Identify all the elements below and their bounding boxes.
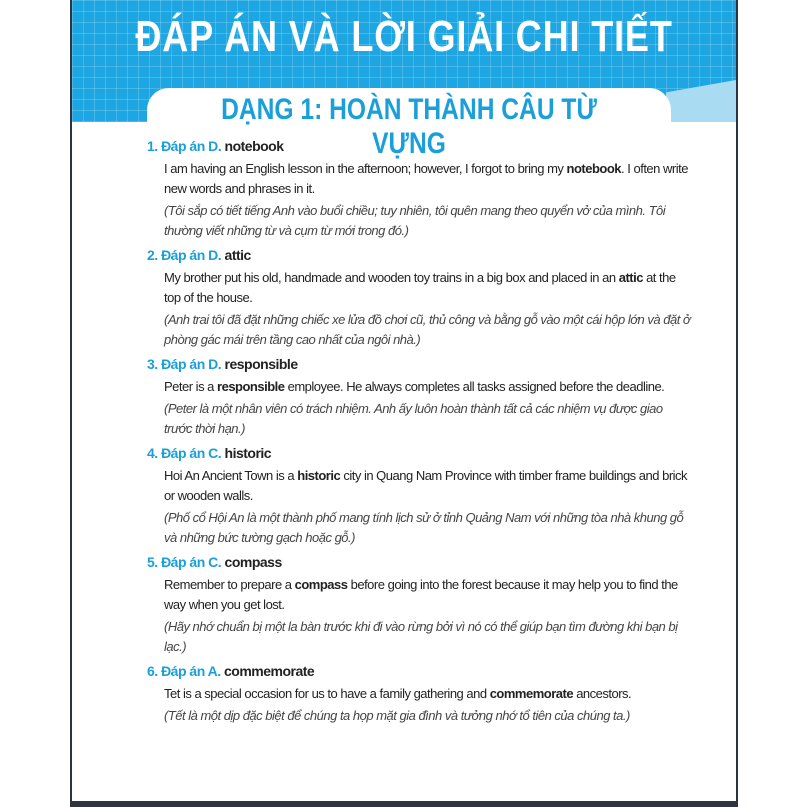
page-title: ĐÁP ÁN VÀ LỜI GIẢI CHI TIẾT bbox=[135, 12, 673, 61]
answer-label: 2. Đáp án D. bbox=[147, 247, 222, 263]
answer-word: attic bbox=[224, 247, 251, 263]
vietnamese-translation: (Hãy nhớ chuẩn bị một la bàn trước khi đi vào rừng bởi vì nó có thể giúp bạn tìm đường khi bạn bị lạc.) bbox=[164, 619, 678, 654]
answer-item bbox=[147, 354, 692, 439]
answer-word: historic bbox=[224, 445, 272, 461]
answer-word: notebook bbox=[224, 138, 284, 154]
english-sentence: Remember to prepare a compass before going into the forest because it may help you to find the way when you get lost. bbox=[164, 577, 678, 612]
answer-label: 4. Đáp án C. bbox=[147, 445, 222, 461]
answer-item bbox=[147, 552, 692, 657]
vietnamese-translation: (Tôi sắp có tiết tiếng Anh vào buổi chiều; tuy nhiên, tôi quên mang theo quyển vở của mình. Tôi thường viết những từ và cụm từ mới trong đó.) bbox=[164, 203, 666, 238]
book-page bbox=[70, 0, 738, 807]
answer-word: commemorate bbox=[224, 663, 315, 679]
section-title: DẠNG 1: HOÀN THÀNH CÂU TỪ VỰNG bbox=[221, 93, 597, 160]
answer-label: 6. Đáp án A. bbox=[147, 663, 221, 679]
english-sentence: Hoi An Ancient Town is a historic city in Quang Nam Province with timber frame buildings and brick or wooden walls. bbox=[164, 468, 688, 503]
vietnamese-translation: (Peter là một nhân viên có trách nhiệm. Anh ấy luôn hoàn thành tất cả các nhiệm vụ được giao trước thời hạn.) bbox=[164, 401, 663, 436]
answer-label: 5. Đáp án C. bbox=[147, 554, 222, 570]
vietnamese-translation: (Anh trai tôi đã đặt những chiếc xe lửa đồ chơi cũ, thủ công và bằng gỗ vào một cái hộp lớn và đặt ở phòng gác mái trên tầng cao nhất của ngôi nhà.) bbox=[164, 312, 691, 347]
answer-item bbox=[147, 443, 692, 548]
english-sentence: My brother put his old, handmade and wooden toy trains in a big box and placed in an attic at the top of the house. bbox=[164, 270, 676, 305]
answer-label: 1. Đáp án D. bbox=[147, 138, 222, 154]
english-sentence: Tet is a special occasion for us to have a family gathering and commemorate ancestors. bbox=[164, 686, 632, 701]
answer-item bbox=[147, 661, 692, 726]
vietnamese-translation: (Tết là một dịp đặc biệt để chúng ta họp mặt gia đình và tưởng nhớ tổ tiên của chúng ta.) bbox=[164, 708, 630, 723]
english-sentence: Peter is a responsible employee. He always completes all tasks assigned before the deadline. bbox=[164, 379, 665, 394]
answer-word: compass bbox=[224, 554, 282, 570]
vietnamese-translation: (Phố cổ Hội An là một thành phố mang tính lịch sử ở tỉnh Quảng Nam với những tòa nhà khung gỗ và những bức tường gạch hoặc gỗ.) bbox=[164, 510, 684, 545]
answer-list bbox=[147, 0, 692, 726]
answer-word: responsible bbox=[224, 356, 298, 372]
english-sentence: I am having an English lesson in the afternoon; however, I forgot to bring my notebook. I often write new words and phrases in it. bbox=[164, 161, 688, 196]
answer-item bbox=[147, 136, 692, 241]
answer-label: 3. Đáp án D. bbox=[147, 356, 222, 372]
answer-item bbox=[147, 245, 692, 350]
